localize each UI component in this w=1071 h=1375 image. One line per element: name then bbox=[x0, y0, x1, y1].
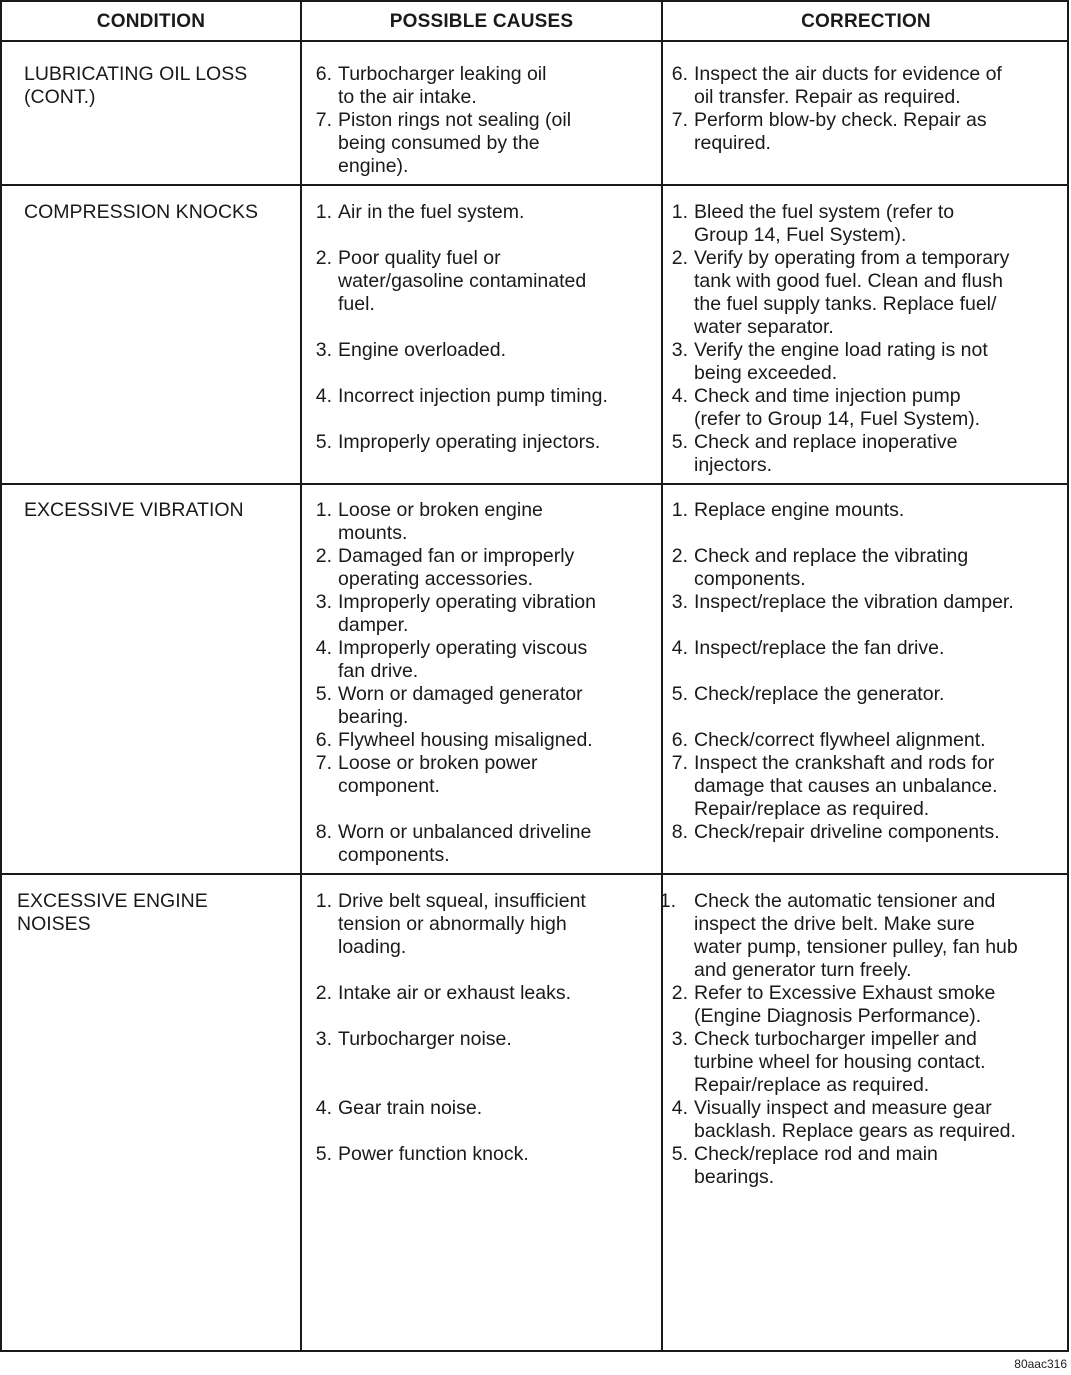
item-number: 5. bbox=[671, 1143, 688, 1165]
item-number: 3. bbox=[671, 591, 688, 613]
item-number: 8. bbox=[671, 821, 688, 843]
item-text: Flywheel housing misaligned. bbox=[338, 729, 593, 751]
item-text: Inspect the crankshaft and rods for damage that causes an unbalance. Repair/replace as required. bbox=[694, 752, 998, 820]
item-number: 1. bbox=[659, 890, 676, 912]
item-number: 8. bbox=[315, 821, 332, 843]
item-text: Check and replace the vibrating components. bbox=[694, 545, 969, 590]
item-text: Perform blow-by check. Repair as required. bbox=[694, 109, 987, 154]
list-item bbox=[307, 385, 657, 408]
condition-line: COMPRESSION KNOCKS bbox=[24, 201, 259, 223]
column-divider bbox=[300, 2, 302, 1350]
item-text: Visually inspect and measure gear backlash. Replace gears as required. bbox=[694, 1097, 1016, 1142]
item-text: Check/correct flywheel alignment. bbox=[694, 729, 986, 751]
item-number: 2. bbox=[315, 545, 332, 567]
item-text: Improperly operating injectors. bbox=[338, 431, 601, 453]
item-number: 5. bbox=[671, 431, 688, 453]
list-item bbox=[663, 499, 1063, 522]
row-divider bbox=[2, 873, 1067, 875]
correction-cell bbox=[663, 63, 1002, 155]
item-text: Verify the engine load rating is not being exceeded. bbox=[694, 339, 988, 384]
item-text: Check/replace rod and main bearings. bbox=[694, 1143, 938, 1188]
condition-line: LUBRICATING OIL LOSS bbox=[24, 63, 248, 85]
list-item bbox=[663, 109, 1002, 155]
item-text: Refer to Excessive Exhaust smoke (Engine Diagnosis Performance). bbox=[694, 982, 996, 1027]
list-item bbox=[663, 1097, 1063, 1143]
list-item bbox=[307, 890, 657, 959]
list-item bbox=[663, 247, 1009, 339]
list-item bbox=[663, 821, 1063, 844]
item-number: 6. bbox=[315, 729, 332, 751]
condition-cell bbox=[24, 499, 244, 522]
list-item bbox=[663, 637, 1063, 660]
item-text: Verify by operating from a temporary tank with good fuel. Clean and flush the fuel supply tanks. Replace fuel/ water separator. bbox=[694, 247, 1010, 338]
item-number: 3. bbox=[671, 1028, 688, 1050]
list-item bbox=[307, 1028, 657, 1051]
item-text: Inspect/replace the vibration damper. bbox=[694, 591, 1014, 613]
list-item bbox=[663, 385, 1009, 431]
item-text: Worn or damaged generator bearing. bbox=[338, 683, 583, 728]
list-item bbox=[663, 591, 1063, 614]
item-number: 5. bbox=[671, 683, 688, 705]
item-text: Check turbocharger impeller and turbine wheel for housing contact. Repair/replace as required. bbox=[694, 1028, 986, 1096]
causes-cell bbox=[307, 499, 596, 867]
item-number: 2. bbox=[671, 982, 688, 1004]
list-item bbox=[663, 545, 1063, 591]
list-item bbox=[307, 982, 657, 1005]
correction-cell bbox=[663, 201, 1009, 477]
list-item bbox=[663, 729, 1063, 752]
item-number: 4. bbox=[315, 385, 332, 407]
header-condition: CONDITION bbox=[96, 11, 206, 32]
item-number: 2. bbox=[671, 247, 688, 269]
item-number: 3. bbox=[671, 339, 688, 361]
row-divider bbox=[2, 184, 1067, 186]
list-item bbox=[307, 339, 657, 362]
item-text: Check/repair driveline components. bbox=[694, 821, 1000, 843]
causes-cell bbox=[307, 63, 571, 178]
list-item bbox=[307, 1097, 657, 1120]
list-item bbox=[663, 201, 1009, 247]
item-text: Improperly operating vibration damper. bbox=[338, 591, 596, 636]
item-text: Incorrect injection pump timing. bbox=[338, 385, 608, 407]
condition-cell bbox=[24, 201, 258, 224]
item-number: 6. bbox=[671, 729, 688, 751]
list-item bbox=[307, 821, 596, 867]
list-item bbox=[663, 982, 1063, 1028]
list-item bbox=[663, 339, 1009, 385]
item-number: 4. bbox=[671, 385, 688, 407]
item-number: 3. bbox=[315, 591, 332, 613]
item-text: Air in the fuel system. bbox=[338, 201, 525, 223]
item-number: 1. bbox=[315, 201, 332, 223]
item-number: 5. bbox=[315, 431, 332, 453]
item-number: 5. bbox=[315, 683, 332, 705]
item-number: 4. bbox=[315, 637, 332, 659]
list-item bbox=[663, 683, 1063, 706]
condition-line: EXCESSIVE VIBRATION bbox=[24, 499, 244, 521]
list-item bbox=[307, 201, 657, 224]
item-number: 5. bbox=[315, 1143, 332, 1165]
item-number: 4. bbox=[671, 637, 688, 659]
item-text: Check and replace inoperative injectors. bbox=[694, 431, 958, 476]
item-text: Piston rings not sealing (oil being consumed by the engine). bbox=[338, 109, 572, 177]
list-item bbox=[663, 752, 1063, 821]
item-number: 7. bbox=[671, 752, 688, 774]
item-text: Damaged fan or improperly operating accessories. bbox=[338, 545, 575, 590]
condition-line: NOISES bbox=[17, 913, 91, 935]
item-number: 1. bbox=[315, 499, 332, 521]
item-text: Intake air or exhaust leaks. bbox=[338, 982, 572, 1004]
item-number: 3. bbox=[315, 1028, 332, 1050]
item-text: Replace engine mounts. bbox=[694, 499, 905, 521]
list-item bbox=[307, 591, 596, 637]
item-number: 4. bbox=[315, 1097, 332, 1119]
list-item bbox=[307, 729, 596, 752]
list-item bbox=[307, 499, 596, 545]
condition-line: (CONT.) bbox=[24, 86, 96, 108]
header-possible-causes: POSSIBLE CAUSES bbox=[389, 11, 574, 32]
item-text: Improperly operating viscous fan drive. bbox=[338, 637, 588, 682]
condition-line: EXCESSIVE ENGINE bbox=[17, 890, 208, 912]
condition-cell bbox=[24, 63, 247, 109]
item-number: 2. bbox=[671, 545, 688, 567]
list-item bbox=[663, 63, 1002, 109]
item-number: 7. bbox=[315, 109, 332, 131]
list-item bbox=[307, 431, 657, 454]
item-text: Inspect/replace the fan drive. bbox=[694, 637, 945, 659]
header-correction: CORRECTION bbox=[801, 11, 931, 32]
figure-code: 80aac316 bbox=[1014, 1357, 1067, 1371]
item-number: 2. bbox=[315, 247, 332, 269]
item-number: 6. bbox=[671, 63, 688, 85]
item-text: Check/replace the generator. bbox=[694, 683, 945, 705]
row-divider bbox=[2, 483, 1067, 485]
item-number: 3. bbox=[315, 339, 332, 361]
item-text: Loose or broken engine mounts. bbox=[338, 499, 543, 544]
item-text: Gear train noise. bbox=[338, 1097, 483, 1119]
item-text: Inspect the air ducts for evidence of oil transfer. Repair as required. bbox=[694, 63, 1002, 108]
item-number: 1. bbox=[315, 890, 332, 912]
list-item bbox=[663, 431, 1009, 477]
item-number: 7. bbox=[315, 752, 332, 774]
item-number: 7. bbox=[671, 109, 688, 131]
item-text: Turbocharger noise. bbox=[338, 1028, 512, 1050]
item-number: 1. bbox=[671, 201, 688, 223]
item-text: Poor quality fuel or water/gasoline contaminated fuel. bbox=[338, 247, 587, 315]
list-item bbox=[663, 1028, 1063, 1097]
item-text: Drive belt squeal, insufficient tension or abnormally high loading. bbox=[338, 890, 586, 958]
item-number: 4. bbox=[671, 1097, 688, 1119]
item-number: 1. bbox=[671, 499, 688, 521]
item-text: Check the automatic tensioner and inspect the drive belt. Make sure water pump, tensioner pulley, fan hub and generator turn freely. bbox=[694, 890, 1018, 981]
list-item bbox=[307, 247, 657, 316]
list-item bbox=[307, 1143, 657, 1166]
item-number: 2. bbox=[315, 982, 332, 1004]
list-item bbox=[307, 683, 596, 729]
condition-cell bbox=[17, 890, 208, 936]
list-item bbox=[307, 752, 596, 798]
item-text: Check and time injection pump (refer to Group 14, Fuel System). bbox=[694, 385, 981, 430]
list-item bbox=[663, 1143, 1063, 1189]
list-item bbox=[307, 63, 571, 109]
item-text: Bleed the fuel system (refer to Group 14, Fuel System). bbox=[694, 201, 955, 246]
list-item bbox=[307, 109, 571, 178]
list-item bbox=[651, 890, 1071, 982]
item-text: Engine overloaded. bbox=[338, 339, 507, 361]
list-item bbox=[307, 637, 596, 683]
item-text: Loose or broken power component. bbox=[338, 752, 538, 797]
list-item bbox=[307, 545, 596, 591]
item-text: Turbocharger leaking oil to the air intake. bbox=[338, 63, 547, 108]
item-text: Worn or unbalanced driveline components. bbox=[338, 821, 592, 866]
item-text: Power function knock. bbox=[338, 1143, 529, 1165]
item-number: 6. bbox=[315, 63, 332, 85]
